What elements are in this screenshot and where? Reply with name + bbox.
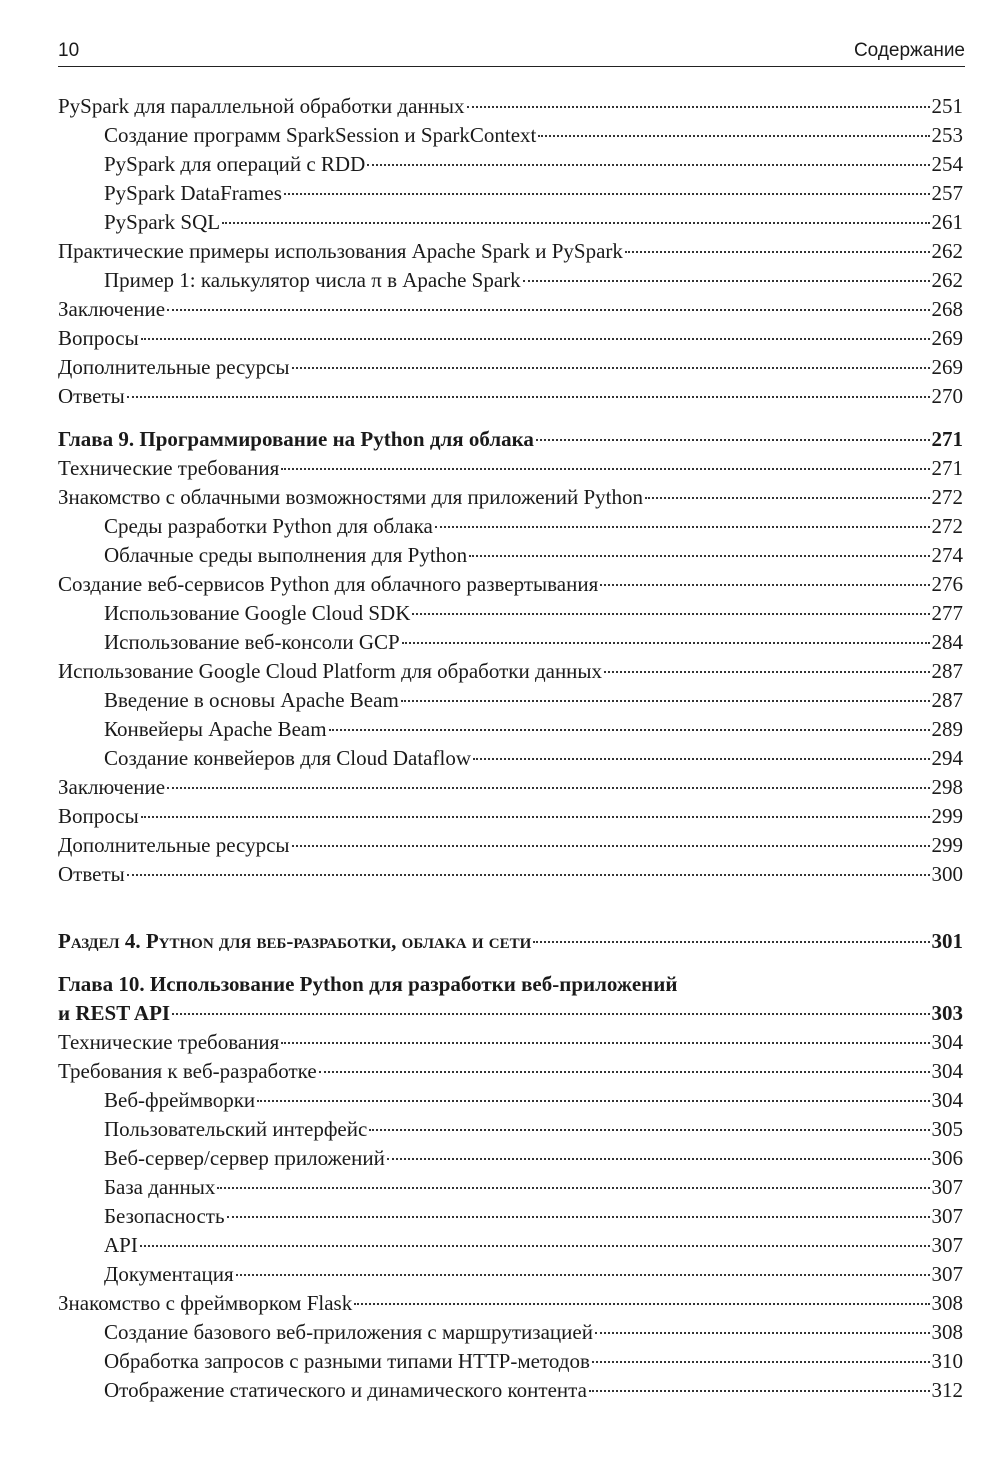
chapter-title: Глава 9. Программирование на Python для облака <box>58 427 534 451</box>
entry-title: База данных <box>104 1175 216 1199</box>
entry-page: 307 <box>931 1262 963 1286</box>
entry-page: 307 <box>931 1233 963 1257</box>
toc-subentry[interactable] <box>58 266 963 295</box>
section-page: 301 <box>931 929 963 953</box>
dot-leader <box>281 468 929 470</box>
toc-entry[interactable] <box>58 382 963 411</box>
entry-page: 274 <box>931 543 963 567</box>
entry-title: PySpark для операций с RDD <box>104 152 366 176</box>
entry-title: Заключение <box>58 775 166 799</box>
dot-leader <box>469 555 929 557</box>
dot-leader <box>412 613 929 615</box>
entry-page: 307 <box>931 1204 963 1228</box>
entry-title: Требования к веб-разработке <box>58 1059 317 1083</box>
entry-page: 298 <box>931 775 963 799</box>
entry-page: 251 <box>931 94 963 118</box>
toc-entry[interactable] <box>58 570 963 599</box>
chapter-page: 303 <box>931 1001 963 1025</box>
dot-leader <box>167 309 929 311</box>
entry-page: 257 <box>931 181 963 205</box>
dot-leader <box>172 1013 929 1015</box>
dot-leader <box>600 584 929 586</box>
dot-leader <box>402 642 930 644</box>
dot-leader <box>387 1158 930 1160</box>
toc-subentry[interactable] <box>58 1231 963 1260</box>
running-title: Содержание <box>853 40 965 61</box>
toc-subentry[interactable] <box>58 1202 963 1231</box>
entry-title: Создание базового веб-приложения с маршрутизацией <box>104 1320 593 1344</box>
toc-block-chapter10 <box>58 1028 963 1405</box>
toc-entry[interactable] <box>58 353 963 382</box>
section-title: Раздел 4. Python для веб-разработки, облака и сети <box>58 929 532 953</box>
entry-page: 269 <box>931 355 963 379</box>
entry-page: 312 <box>931 1378 963 1402</box>
toc-subentry[interactable] <box>58 715 963 744</box>
entry-title: Создание конвейеров для Cloud Dataflow <box>104 746 471 770</box>
entry-title: Веб-сервер/сервер приложений <box>104 1146 385 1170</box>
entry-page: 262 <box>931 268 963 292</box>
toc-entry[interactable] <box>58 454 963 483</box>
toc-subentry[interactable] <box>58 1260 963 1289</box>
entry-title: Знакомство с фреймворком Flask <box>58 1291 353 1315</box>
table-of-contents <box>58 92 963 1405</box>
toc-entry[interactable] <box>58 324 963 353</box>
dot-leader <box>167 787 929 789</box>
toc-subentry[interactable] <box>58 1115 963 1144</box>
entry-page: 308 <box>931 1291 963 1315</box>
dot-leader <box>533 941 929 943</box>
entry-title: Использование Google Cloud Platform для обработки данных <box>58 659 603 683</box>
toc-subentry[interactable] <box>58 1173 963 1202</box>
toc-subentry[interactable] <box>58 179 963 208</box>
dot-leader <box>329 729 930 731</box>
page-header <box>58 38 965 67</box>
entry-title: Облачные среды выполнения для Python <box>104 543 468 567</box>
toc-entry[interactable] <box>58 237 963 266</box>
toc-chapter-9[interactable] <box>58 425 963 454</box>
dot-leader <box>284 193 930 195</box>
entry-title: Безопасность <box>104 1204 225 1228</box>
entry-title: Введение в основы Apache Beam <box>104 688 399 712</box>
entry-page: 287 <box>931 688 963 712</box>
dot-leader <box>281 1042 929 1044</box>
entry-page: 294 <box>931 746 963 770</box>
dot-leader <box>369 1129 929 1131</box>
dot-leader <box>141 338 930 340</box>
entry-title: Ответы <box>58 384 125 408</box>
toc-chapter-10[interactable] <box>58 970 963 1028</box>
toc-entry[interactable] <box>58 860 963 889</box>
dot-leader <box>227 1216 930 1218</box>
toc-subentry[interactable] <box>58 628 963 657</box>
entry-title: API <box>104 1233 138 1257</box>
toc-subentry[interactable] <box>58 121 963 150</box>
entry-title: Знакомство с облачными возможностями для приложений Python <box>58 485 644 509</box>
dot-leader <box>367 164 929 166</box>
entry-page: 299 <box>931 804 963 828</box>
entry-page: 272 <box>931 485 963 509</box>
toc-entry[interactable] <box>58 1028 963 1057</box>
dot-leader <box>473 758 930 760</box>
dot-leader <box>401 700 930 702</box>
entry-page: 270 <box>931 384 963 408</box>
dot-leader <box>536 439 930 441</box>
toc-subentry[interactable] <box>58 512 963 541</box>
entry-page: 300 <box>931 862 963 886</box>
entry-title: Использование Google Cloud SDK <box>104 601 411 625</box>
entry-page: 287 <box>931 659 963 683</box>
toc-subentry[interactable] <box>58 150 963 179</box>
entry-title: PySpark для параллельной обработки данных <box>58 94 465 118</box>
entry-title: Вопросы <box>58 804 139 828</box>
entry-page: 269 <box>931 326 963 350</box>
dot-leader <box>292 845 930 847</box>
toc-section-4[interactable] <box>58 927 963 956</box>
toc-entry[interactable] <box>58 657 963 686</box>
entry-title: Веб-фреймворки <box>104 1088 256 1112</box>
entry-page: 306 <box>931 1146 963 1170</box>
toc-subentry[interactable] <box>58 686 963 715</box>
dot-leader <box>589 1390 930 1392</box>
toc-entry[interactable] <box>58 802 963 831</box>
entry-page: 262 <box>931 239 963 263</box>
dot-leader <box>141 816 930 818</box>
dot-leader <box>592 1361 930 1363</box>
toc-subentry[interactable] <box>58 744 963 773</box>
entry-page: 308 <box>931 1320 963 1344</box>
toc-subentry[interactable] <box>58 1347 963 1376</box>
entry-title: Пример 1: калькулятор числа π в Apache Spark <box>104 268 521 292</box>
entry-page: 304 <box>931 1088 963 1112</box>
entry-page: 271 <box>931 456 963 480</box>
dot-leader <box>257 1100 929 1102</box>
entry-title: Вопросы <box>58 326 139 350</box>
entry-page: 310 <box>931 1349 963 1373</box>
entry-page: 253 <box>931 123 963 147</box>
entry-page: 277 <box>931 601 963 625</box>
entry-title: Пользовательский интерфейс <box>104 1117 368 1141</box>
entry-page: 276 <box>931 572 963 596</box>
toc-subentry[interactable] <box>58 1376 963 1405</box>
entry-title: Заключение <box>58 297 166 321</box>
entry-page: 289 <box>931 717 963 741</box>
chapter-title-line1: Глава 10. Использование Python для разработки веб-приложений <box>58 972 678 996</box>
entry-title: Создание программ SparkSession и SparkContext <box>104 123 537 147</box>
toc-entry[interactable] <box>58 1289 963 1318</box>
dot-leader <box>354 1303 929 1305</box>
toc-block-chapter9 <box>58 454 963 889</box>
dot-leader <box>127 396 930 398</box>
entry-title: Создание веб-сервисов Python для облачного развертывания <box>58 572 599 596</box>
page-number: 10 <box>58 40 80 61</box>
toc-subentry[interactable] <box>58 1318 963 1347</box>
entry-title: Ответы <box>58 862 125 886</box>
toc-subentry[interactable] <box>58 1086 963 1115</box>
dot-leader <box>538 135 929 137</box>
dot-leader <box>319 1071 930 1073</box>
entry-page: 272 <box>931 514 963 538</box>
entry-page: 284 <box>931 630 963 654</box>
toc-entry[interactable] <box>58 831 963 860</box>
entry-title: Документация <box>104 1262 234 1286</box>
toc-block-chapter8-tail <box>58 92 963 411</box>
entry-title: Отображение статического и динамического контента <box>104 1378 587 1402</box>
entry-page: 307 <box>931 1175 963 1199</box>
entry-title: Дополнительные ресурсы <box>58 833 290 857</box>
toc-entry[interactable] <box>58 773 963 802</box>
chapter-title-line2: и REST API <box>58 1001 171 1025</box>
toc-entry[interactable] <box>58 1057 963 1086</box>
entry-title: Технические требования <box>58 1030 280 1054</box>
dot-leader <box>595 1332 930 1334</box>
entry-page: 299 <box>931 833 963 857</box>
toc-subentry[interactable] <box>58 599 963 628</box>
toc-entry[interactable] <box>58 92 963 121</box>
dot-leader <box>604 671 929 673</box>
toc-entry[interactable] <box>58 483 963 512</box>
dot-leader <box>217 1187 929 1189</box>
dot-leader <box>645 497 929 499</box>
dot-leader <box>292 367 930 369</box>
entry-title: Использование веб-консоли GCP <box>104 630 400 654</box>
entry-title: PySpark DataFrames <box>104 181 282 205</box>
entry-title: Конвейеры Apache Beam <box>104 717 327 741</box>
dot-leader <box>467 106 930 108</box>
toc-subentry[interactable] <box>58 208 963 237</box>
chapter-page: 271 <box>931 427 963 451</box>
entry-page: 268 <box>931 297 963 321</box>
entry-title: Обработка запросов с разными типами HTTP-методов <box>104 1349 590 1373</box>
entry-title: PySpark SQL <box>104 210 221 234</box>
dot-leader <box>625 251 930 253</box>
entry-page: 254 <box>931 152 963 176</box>
entry-title: Практические примеры использования Apache Spark и PySpark <box>58 239 623 263</box>
dot-leader <box>127 874 930 876</box>
entry-page: 304 <box>931 1059 963 1083</box>
toc-entry[interactable] <box>58 295 963 324</box>
dot-leader <box>222 222 929 224</box>
toc-subentry[interactable] <box>58 541 963 570</box>
dot-leader <box>435 526 930 528</box>
entry-title: Среды разработки Python для облака <box>104 514 433 538</box>
dot-leader <box>236 1274 930 1276</box>
dot-leader <box>523 280 930 282</box>
entry-page: 261 <box>931 210 963 234</box>
entry-title: Дополнительные ресурсы <box>58 355 290 379</box>
entry-title: Технические требования <box>58 456 280 480</box>
entry-page: 305 <box>931 1117 963 1141</box>
chapter-title-line2-row <box>58 999 963 1028</box>
dot-leader <box>140 1245 930 1247</box>
entry-page: 304 <box>931 1030 963 1054</box>
toc-subentry[interactable] <box>58 1144 963 1173</box>
